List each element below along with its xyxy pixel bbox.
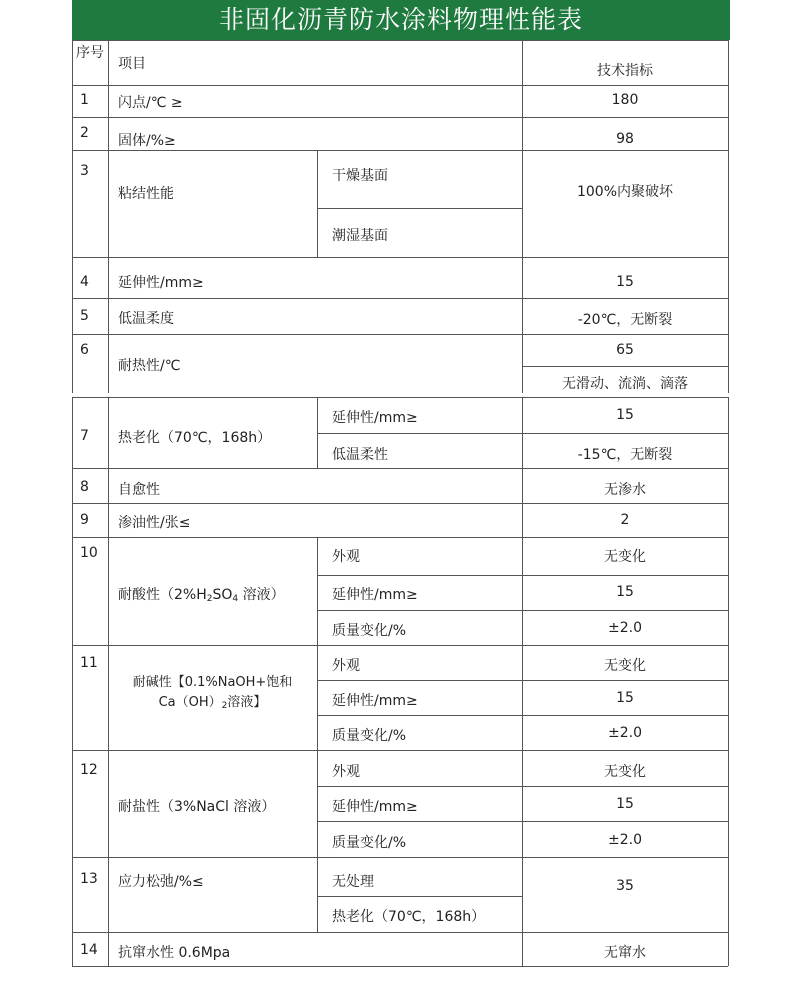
row-11-sub-3: 质量变化/% <box>332 728 407 744</box>
row-11-item: 耐碱性【0.1%NaOH+饱和 $Ca(OH)_2$溶液】 <box>132 675 293 711</box>
row-13-value: 35 <box>616 878 634 894</box>
row-10-sub-2: 延伸性/mm≥ <box>332 587 418 603</box>
header-item: 项目 <box>118 56 146 72</box>
row-3-sub-1: 干燥基面 <box>332 168 388 184</box>
row-11-sub-1: 外观 <box>332 658 360 674</box>
row-13-sub-2: 热老化（70℃，168h） <box>332 909 486 925</box>
row-7-no: 7 <box>80 428 89 444</box>
row-3-sub-2: 潮湿基面 <box>332 228 388 244</box>
row-13-sub-1: 无处理 <box>332 874 374 890</box>
row-12-value-2: 15 <box>616 796 634 812</box>
row-6-value-2: 无滑动、流淌、滴落 <box>562 376 688 392</box>
row-7-value-2: -15℃，无断裂 <box>577 447 673 463</box>
row-7-item: 热老化（70℃，168h） <box>118 430 272 446</box>
row-11-sub-2: 延伸性/mm≥ <box>332 693 418 709</box>
row-10-value-2: 15 <box>616 584 634 600</box>
row-6-value-1: 65 <box>616 342 634 358</box>
row-2-value: 98 <box>616 131 634 147</box>
row-7-sub-2: 低温柔性 <box>332 447 388 463</box>
row-12-value-3: ±2.0 <box>608 832 642 848</box>
row-1-value: 180 <box>611 92 639 108</box>
row-13-item: 应力松弛/%≤ <box>118 874 204 890</box>
row-9-item: 渗油性/张≤ <box>118 515 191 531</box>
row-10-item: 耐酸性（$2\%H_2SO_4$ 溶液） <box>118 587 285 604</box>
row-7-value-1: 15 <box>616 407 634 423</box>
row-10-value-3: ±2.0 <box>608 620 642 636</box>
row-12-sub-1: 外观 <box>332 764 360 780</box>
row-11-value-2: 15 <box>616 690 634 706</box>
row-10-value-1: 无变化 <box>604 549 646 565</box>
row-8-value: 无渗水 <box>604 482 646 498</box>
row-12-item: 耐盐性（3%NaCl 溶液） <box>118 799 276 815</box>
row-3-value: 100%内聚破坏 <box>576 184 674 200</box>
row-4-item: 延伸性/mm≥ <box>118 275 204 291</box>
row-3-no: 3 <box>80 163 89 179</box>
row-8-no: 8 <box>80 479 89 495</box>
row-8-item: 自愈性 <box>118 482 160 498</box>
row-12-value-1: 无变化 <box>604 764 646 780</box>
row-5-no: 5 <box>80 308 89 324</box>
row-2-item: 固体/%≥ <box>118 133 176 149</box>
row-4-value: 15 <box>616 274 634 290</box>
row-12-sub-3: 质量变化/% <box>332 835 407 851</box>
row-3-item: 粘结性能 <box>118 186 174 202</box>
row-13-no: 13 <box>80 871 98 887</box>
row-1-item: 闪点/℃ ≥ <box>118 95 183 111</box>
row-5-value: -20℃，无断裂 <box>577 312 673 328</box>
row-14-value: 无窜水 <box>604 945 646 961</box>
row-14-no: 14 <box>80 942 98 958</box>
row-7-sub-1: 延伸性/mm≥ <box>332 410 418 426</box>
row-9-value: 2 <box>620 512 630 528</box>
row-10-no: 10 <box>80 545 98 561</box>
row-11-value-3: ±2.0 <box>608 725 642 741</box>
row-10-sub-3: 质量变化/% <box>332 623 407 639</box>
row-6-no: 6 <box>80 342 89 358</box>
row-6-item: 耐热性/℃ <box>118 358 181 374</box>
row-2-no: 2 <box>80 125 89 141</box>
row-12-no: 12 <box>80 762 98 778</box>
row-9-no: 9 <box>80 512 89 528</box>
header-no: 序号 <box>76 45 104 61</box>
row-11-no: 11 <box>80 655 98 671</box>
row-10-sub-1: 外观 <box>332 549 360 565</box>
row-14-item: 抗窜水性 0.6Mpa <box>118 945 231 961</box>
row-11-value-1: 无变化 <box>604 658 646 674</box>
header-spec: 技术指标 <box>597 63 653 79</box>
row-4-no: 4 <box>80 274 89 290</box>
page-title: 非固化沥青防水涂料物理性能表 <box>72 0 730 40</box>
row-1-no: 1 <box>80 92 89 108</box>
row-5-item: 低温柔度 <box>118 311 174 327</box>
row-12-sub-2: 延伸性/mm≥ <box>332 799 418 815</box>
